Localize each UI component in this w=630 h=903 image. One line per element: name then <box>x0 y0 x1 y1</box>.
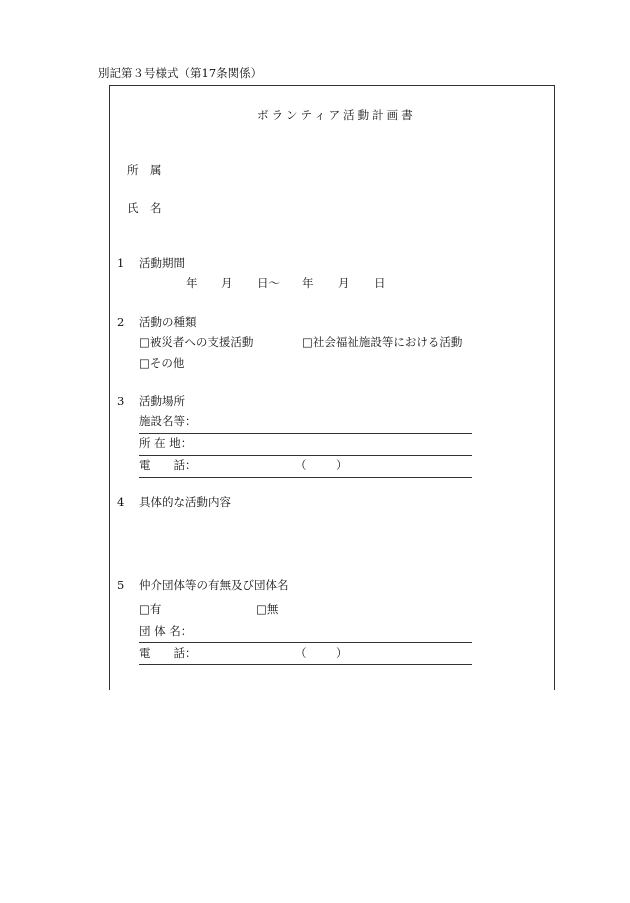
section-3-title: 活動場所 <box>139 394 185 408</box>
period-end-day: 日 <box>374 276 386 290</box>
period-start-year: 年 <box>186 276 198 290</box>
group-phone-paren-open: （ <box>295 646 307 660</box>
facility-name-label: 施設名等： <box>139 414 197 428</box>
phone-line <box>139 477 472 478</box>
phone-label: 電 話： <box>139 458 197 472</box>
address-line <box>139 455 472 456</box>
phone-paren-close: ） <box>336 458 348 472</box>
form-label: 別記第３号様式（第17条関係） <box>98 66 263 80</box>
section-5-title: 仲介団体等の有無及び団体名 <box>139 578 289 592</box>
section-1-title: 活動期間 <box>139 256 185 270</box>
section-2-number: 2 <box>117 315 125 329</box>
checkbox-welfare-facility[interactable]: □社会福祉施設等における活動 <box>302 335 463 349</box>
form-frame <box>109 85 555 690</box>
name-label: 氏 名 <box>127 201 162 215</box>
section-3-number: 3 <box>117 394 125 408</box>
group-phone-paren-close: ） <box>336 646 348 660</box>
section-1-number: 1 <box>117 256 125 270</box>
checkbox-other[interactable]: □その他 <box>139 356 185 370</box>
period-start-month: 月 <box>221 276 233 290</box>
section-4-title: 具体的な活動内容 <box>139 495 231 509</box>
period-end-year: 年 <box>302 276 314 290</box>
phone-paren-open: （ <box>295 458 307 472</box>
period-end-month: 月 <box>338 276 350 290</box>
group-name-line <box>139 642 472 643</box>
section-4-number: 4 <box>117 495 125 509</box>
form-title: ボランティア活動計画書 <box>257 108 416 122</box>
period-start-day: 日〜 <box>257 276 280 290</box>
group-name-label: 団 体 名： <box>139 624 193 638</box>
group-phone-line <box>139 664 472 665</box>
checkbox-disaster-support[interactable]: □被災者への支援活動 <box>139 335 254 349</box>
section-5-number: 5 <box>117 578 125 592</box>
affiliation-label: 所 属 <box>127 163 162 177</box>
group-phone-label: 電 話： <box>139 646 197 660</box>
checkbox-intermediary-yes[interactable]: □有 <box>139 602 162 616</box>
section-2-title: 活動の種類 <box>139 315 197 329</box>
facility-name-line <box>139 433 472 434</box>
checkbox-intermediary-no[interactable]: □無 <box>256 602 279 616</box>
address-label: 所 在 地： <box>139 436 193 450</box>
